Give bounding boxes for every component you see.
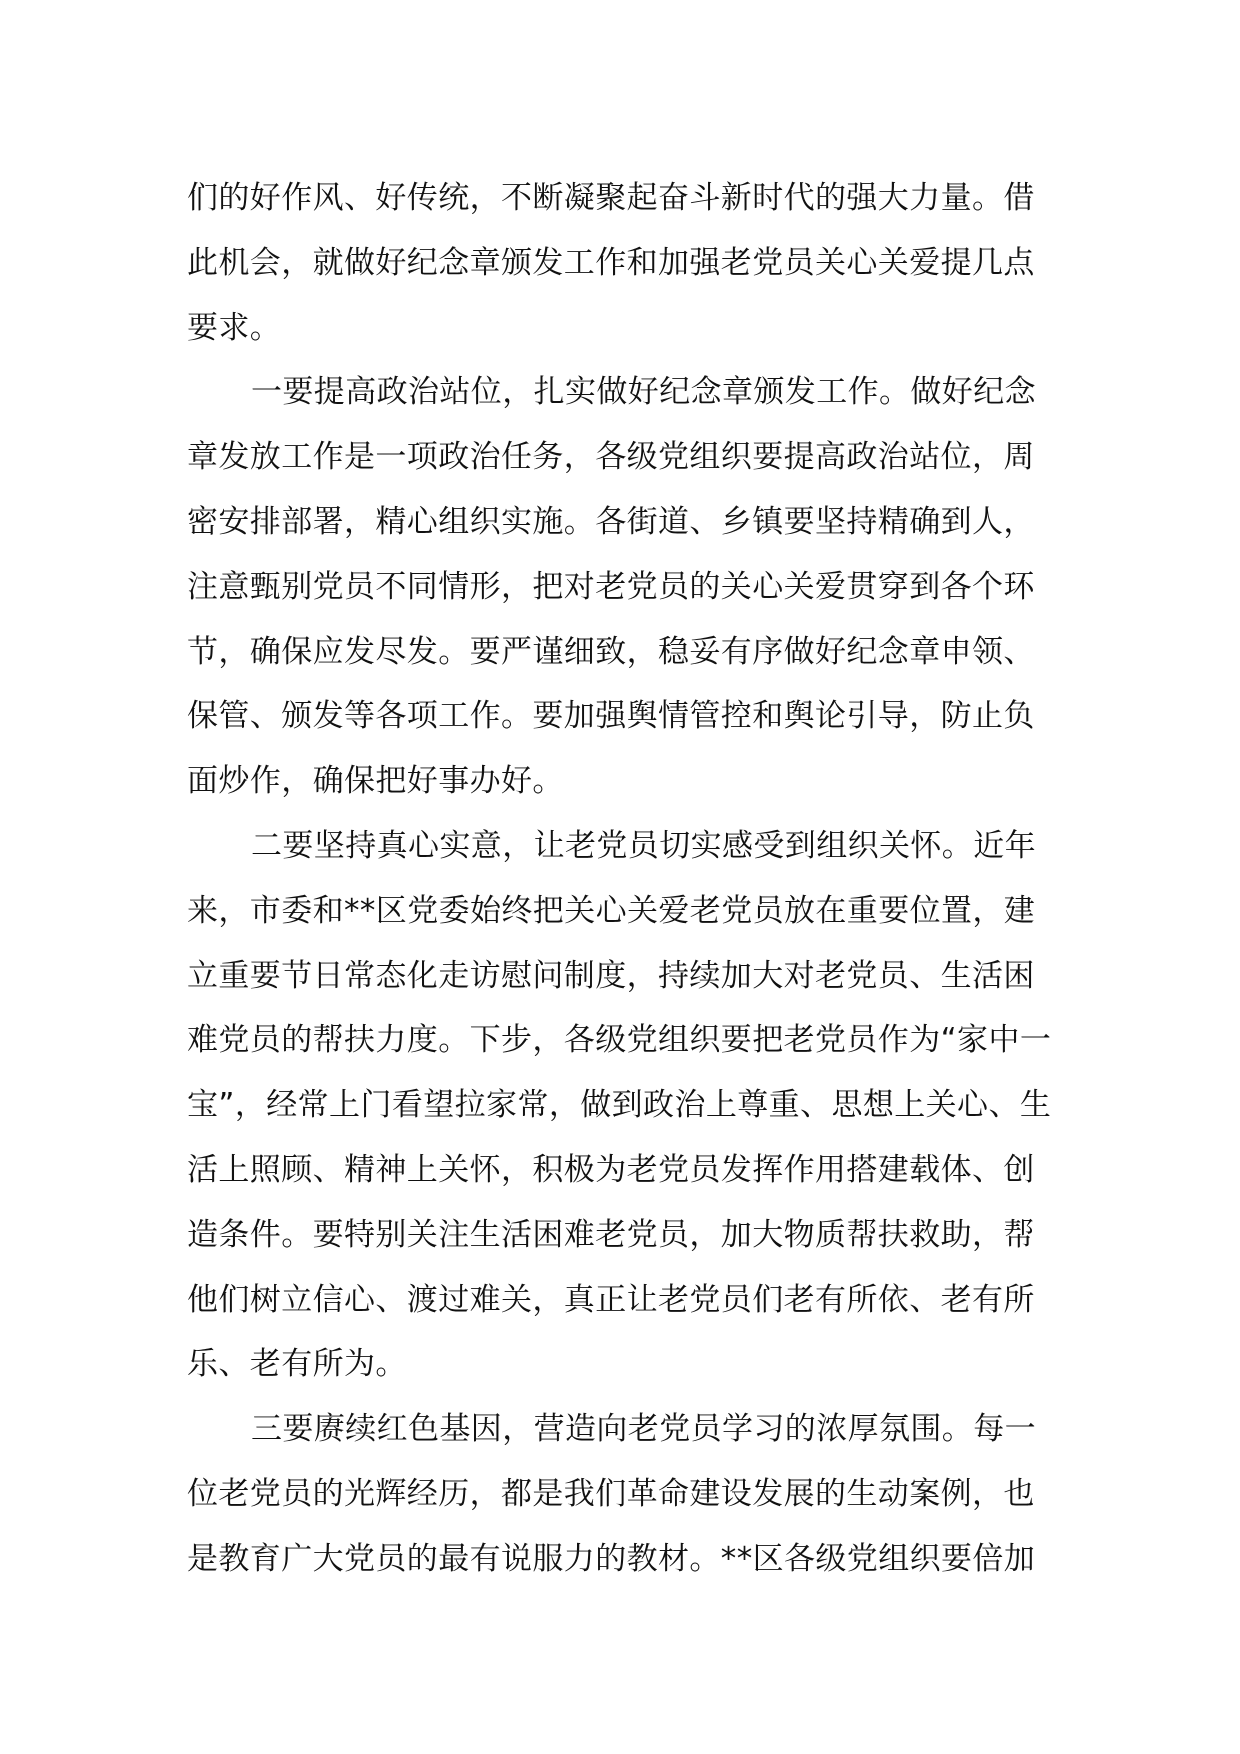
- paragraph-point-two: 二要坚持真心实意，让老党员切实感受到组织关怀。近年来，市委和**区党委始终把关心关爱老党员放在重要位置，建立重要节日常态化走访慰问制度，持续加大对老党员、生活困难党员的帮扶力度。下步，各级党组织要把老党员作为“家中一宝”，经常上门看望拉家常，做到政治上尊重、思想上关心、生活上照顾、精神上关怀，积极为老党员发挥作用搭建载体、创造条件。要特别关注生活困难老党员，加大物质帮扶救助，帮他们树立信心、渡过难关，真正让老党员们老有所依、老有所乐、老有所为。: [187, 827, 1052, 1383]
- paragraph-point-three: 三要赓续红色基因，营造向老党员学习的浓厚氛围。每一位老党员的光辉经历，都是我们革命建设发展的生动案例，也是教育广大党员的最有说服力的教材。**区各级党组织要倍加: [187, 1411, 1036, 1577]
- paragraph-intro-continuation: 们的好作风、好传统，不断凝聚起奋斗新时代的强大力量。借此机会，就做好纪念章颁发工作和加强老党员关心关爱提几点要求。: [187, 180, 1035, 346]
- paragraph-point-one: 一要提高政治站位，扎实做好纪念章颁发工作。做好纪念章发放工作是一项政治任务，各级党组织要提高政治站位，周密安排部署，精心组织实施。各街道、乡镇要坚持精确到人，注意甄别党员不同情形，把对老党员的关心关爱贯穿到各个环节，确保应发尽发。要严谨细致，稳妥有序做好纪念章申领、保管、颁发等各项工作。要加强舆情管控和舆论引导，防止负面炒作，确保把好事办好。: [187, 374, 1036, 800]
- document-body: [187, 166, 1065, 1592]
